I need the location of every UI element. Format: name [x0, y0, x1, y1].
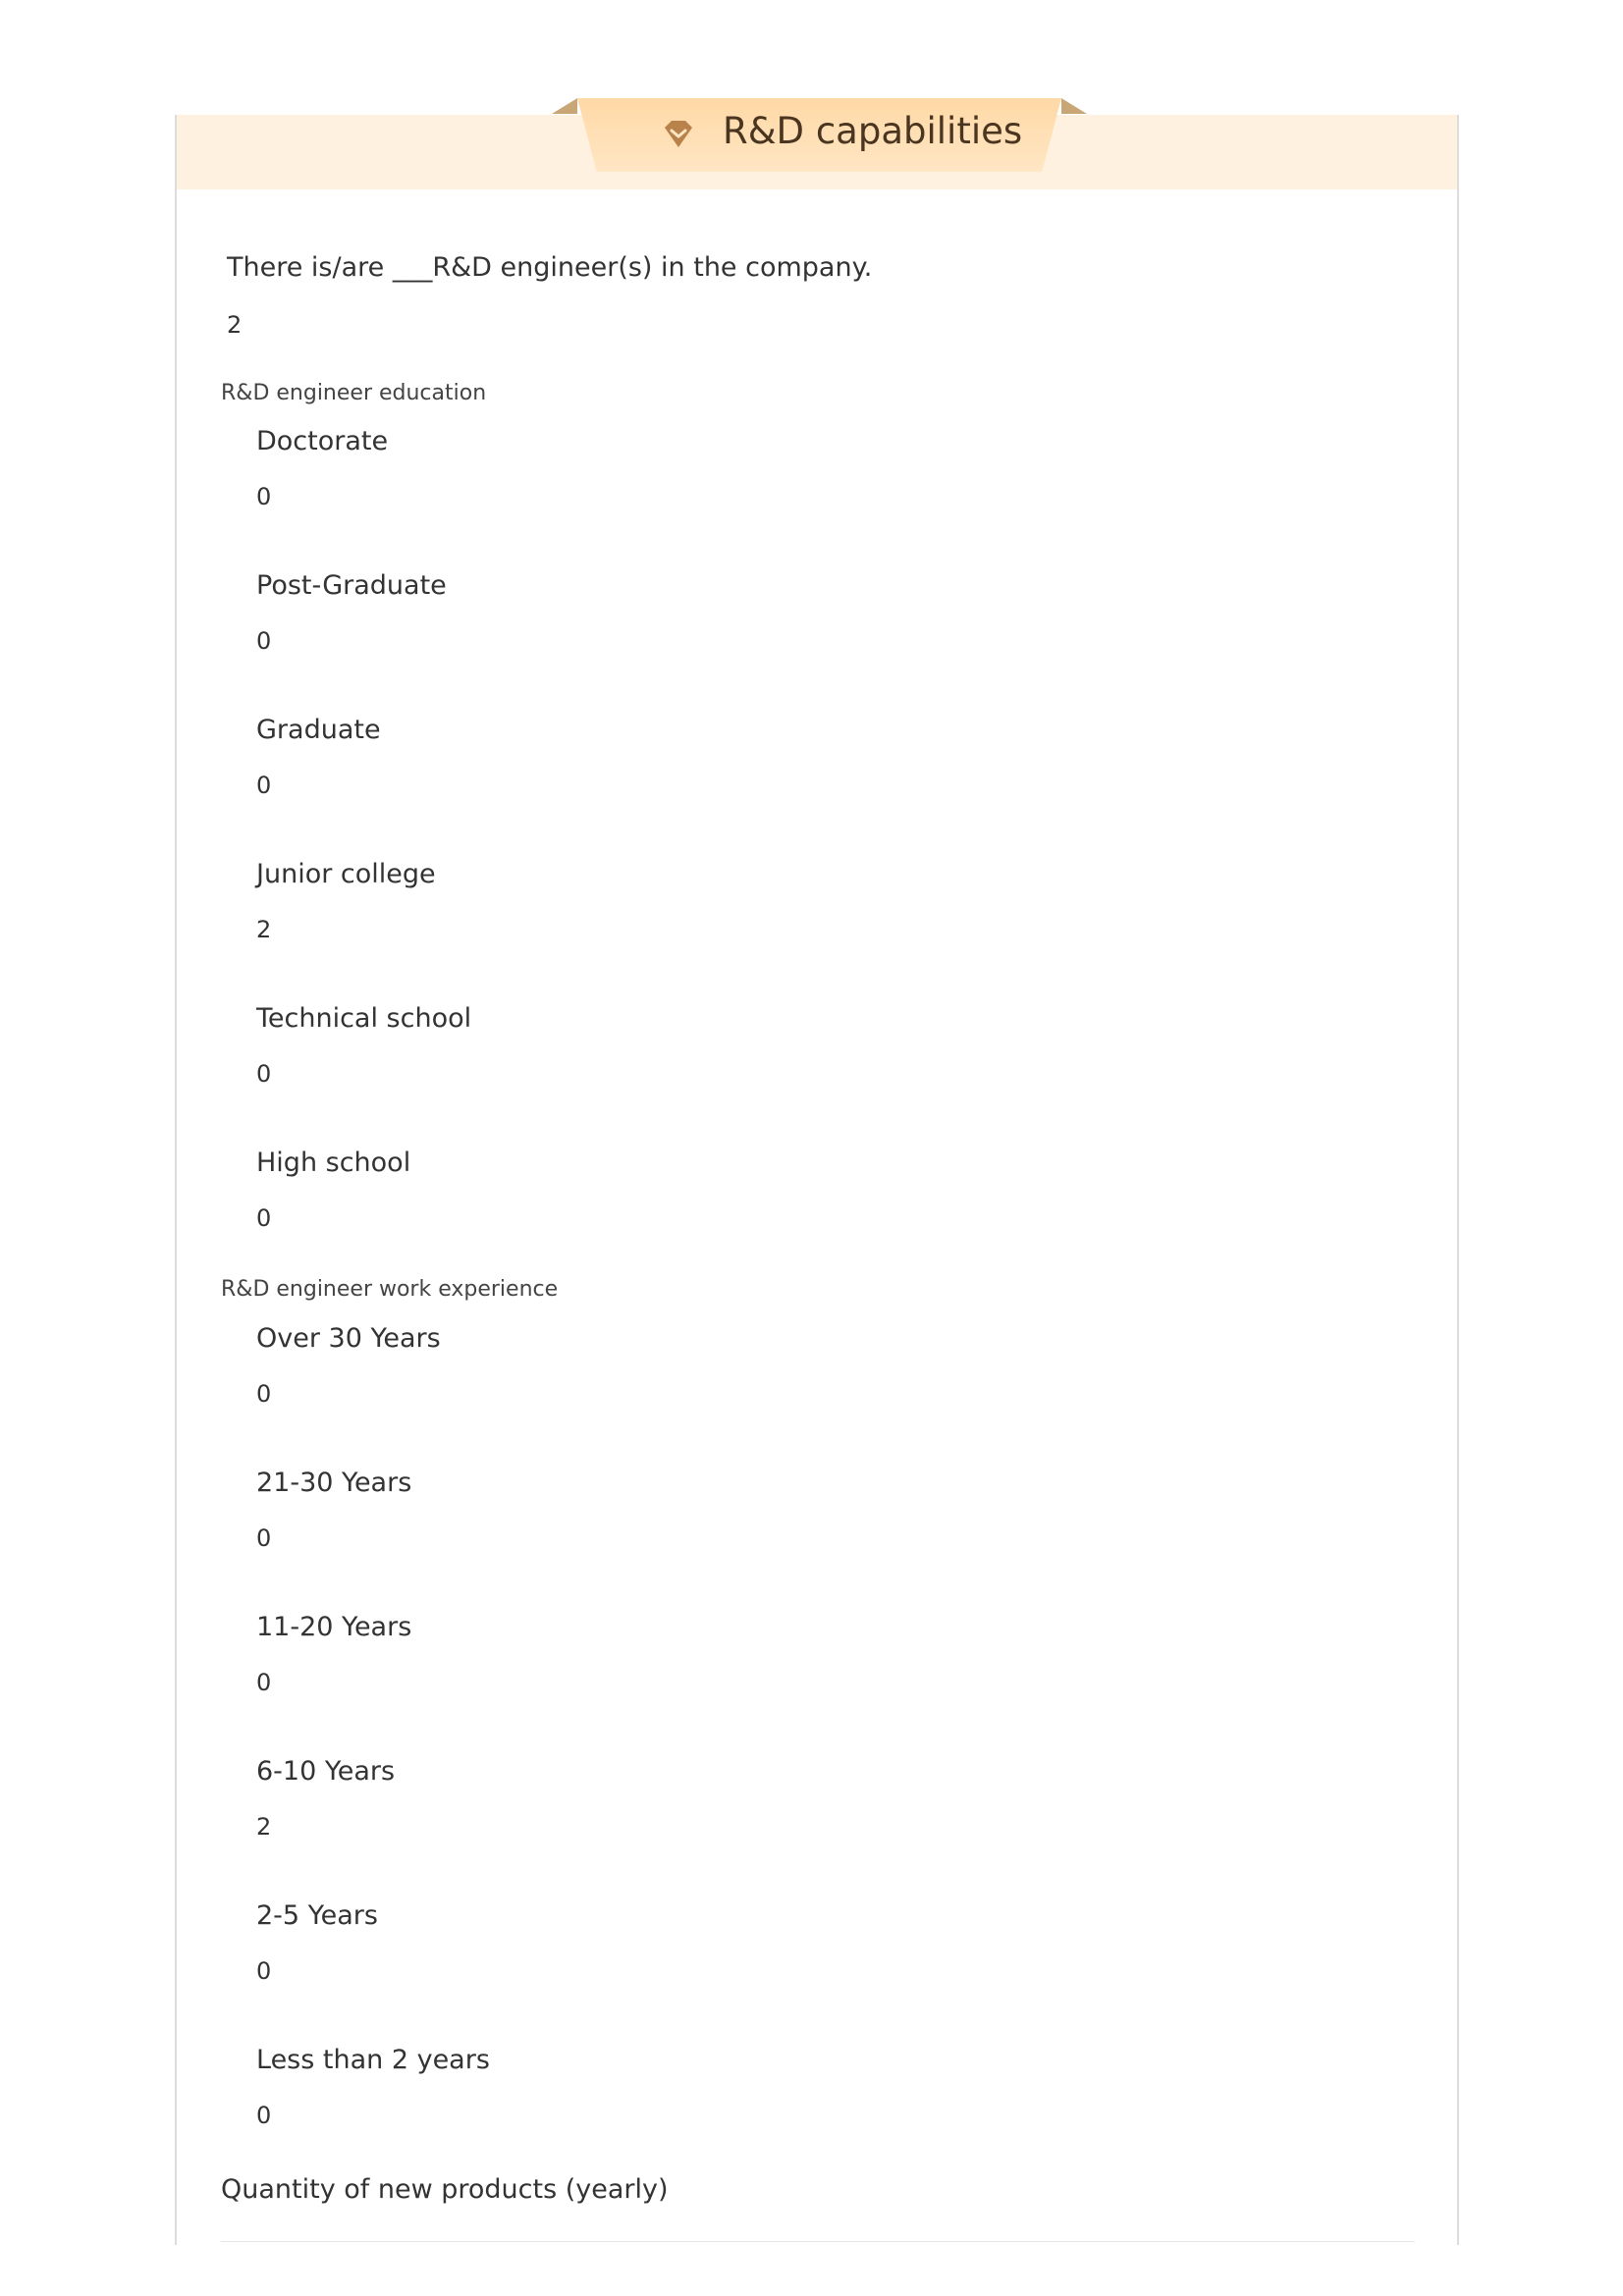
education-item-value: 0 — [256, 1060, 272, 1088]
experience-item-label: Over 30 Years — [256, 1323, 441, 1354]
experience-item-value: 0 — [256, 1524, 272, 1552]
education-item-label: High school — [256, 1148, 411, 1178]
education-item-label: Post-Graduate — [256, 570, 447, 601]
experience-item-value: 2 — [256, 1813, 272, 1841]
diamond-icon — [661, 117, 696, 152]
experience-item-value: 0 — [256, 1957, 272, 1985]
experience-item-label: 2-5 Years — [256, 1900, 378, 1931]
banner-fold-right — [1061, 98, 1087, 114]
new-products-label: Quantity of new products (yearly) — [221, 2174, 669, 2205]
engineer-count-question: There is/are ___R&D engineer(s) in the company. — [227, 252, 873, 283]
education-item-value: 0 — [256, 627, 272, 655]
experience-item-label: 6-10 Years — [256, 1756, 396, 1787]
education-section-label: R&D engineer education — [221, 381, 487, 405]
experience-item-value: 0 — [256, 1380, 272, 1408]
experience-item-value: 0 — [256, 2102, 272, 2129]
education-item-value: 2 — [256, 916, 272, 943]
education-item-label: Technical school — [256, 1003, 472, 1034]
engineer-count-value: 2 — [227, 311, 243, 339]
education-item-label: Doctorate — [256, 426, 389, 456]
section-title: R&D capabilities — [723, 110, 1023, 152]
education-item-label: Graduate — [256, 715, 381, 745]
education-item-value: 0 — [256, 483, 272, 510]
experience-item-label: 21-30 Years — [256, 1468, 412, 1498]
experience-item-label: Less than 2 years — [256, 2045, 490, 2075]
education-item-label: Junior college — [256, 859, 436, 889]
education-item-value: 0 — [256, 772, 272, 799]
experience-item-value: 0 — [256, 1669, 272, 1696]
experience-section-label: R&D engineer work experience — [221, 1277, 559, 1302]
divider — [221, 2241, 1415, 2242]
banner-fold-left — [552, 98, 577, 114]
education-item-value: 0 — [256, 1204, 272, 1232]
experience-item-label: 11-20 Years — [256, 1612, 412, 1642]
